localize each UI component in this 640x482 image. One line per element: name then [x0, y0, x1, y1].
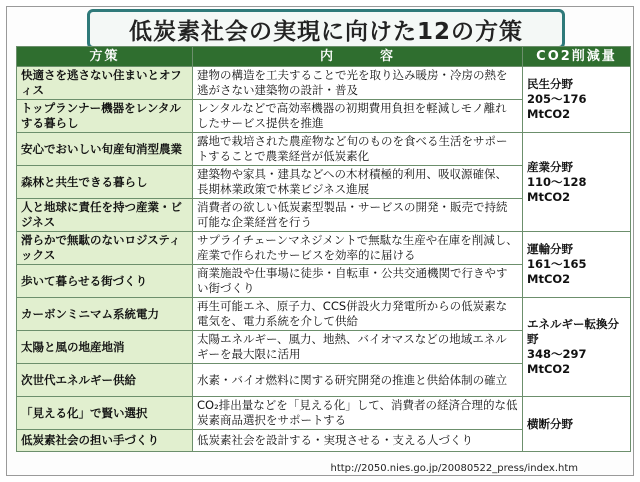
sector-name: 運輸分野 — [527, 242, 573, 256]
header-content: 内 容 — [193, 47, 523, 67]
sector-range: 110～128 MtCO2 — [527, 174, 587, 204]
policy-cell: 低炭素社会の担い手づくり — [17, 430, 193, 452]
table-row — [17, 67, 631, 100]
content-cell: CO₂排出量などを「見える化」して、消費者の経済合理的な低炭素商品選択をサポートする — [193, 397, 523, 430]
content-cell: 低炭素社会を設計する・実現させる・支える人づくり — [193, 430, 523, 452]
table-row — [17, 232, 631, 265]
sector-cell-transport — [523, 232, 631, 298]
sector-name: エネルギー転換分野 — [527, 317, 619, 346]
policy-cell: 人と地球に責任を持つ産業・ビジネス — [17, 199, 193, 232]
table-row — [17, 133, 631, 166]
content-cell: サプライチェーンマネジメントで無駄な生産や在庫を削減し、産業で作られたサービスを効率的に届ける — [193, 232, 523, 265]
policy-cell: 歩いて暮らせる街づくり — [17, 265, 193, 298]
policy-cell: カーボンミニマム系統電力 — [17, 298, 193, 331]
policy-cell: 「見える化」で賢い選択 — [17, 397, 193, 430]
policy-cell: 森林と共生できる暮らし — [17, 166, 193, 199]
content-cell: 消費者の欲しい低炭素型製品・サービスの開発・販売で持続可能な企業経営を行う — [193, 199, 523, 232]
source-url: http://2050.nies.go.jp/20080522_press/index.htm — [330, 463, 578, 474]
measures-table — [16, 46, 631, 452]
sector-range: 348～297 MtCO2 — [527, 347, 587, 376]
table-row — [17, 397, 631, 430]
sector-range: 205～176 MtCO2 — [527, 92, 587, 121]
content-cell: 水素・バイオ燃料に関する研究開発の推進と供給体制の確立 — [193, 364, 523, 397]
policy-cell: 太陽と風の地産地消 — [17, 331, 193, 364]
content-cell: 建物の構造を工夫することで光を取り込み暖房・冷房の熱を逃がさない建築物の設計・普及 — [193, 67, 523, 100]
content-cell: 太陽エネルギー、風力、地熱、バイオマスなどの地域エネルギーを最大限に活用 — [193, 331, 523, 364]
sector-cell-industry — [523, 133, 631, 232]
table-row — [17, 298, 631, 331]
sector-name: 産業分野 — [527, 159, 573, 174]
sector-cell-energy — [523, 298, 631, 397]
header-reduction: CO2削減量 — [523, 47, 631, 67]
sector-name: 横断分野 — [527, 416, 573, 431]
sector-cell-crosscutting — [523, 397, 631, 452]
policy-cell: 滑らかで無駄のないロジスティックス — [17, 232, 193, 265]
slide-title: 低炭素社会の実現に向けた12の方策 — [87, 9, 565, 49]
sector-range: 161～165 MtCO2 — [527, 257, 587, 286]
content-cell: 再生可能エネ、原子力、CCS併設火力発電所からの低炭素な電気を、電力系統を介して供給 — [193, 298, 523, 331]
policy-cell: トップランナー機器をレンタルする暮らし — [17, 100, 193, 133]
table-header-row — [17, 47, 631, 67]
sector-cell-residential — [523, 67, 631, 133]
content-cell: 商業施設や仕事場に徒歩・自転車・公共交通機関で行きやすい街づくり — [193, 265, 523, 298]
header-policy: 方策 — [17, 47, 193, 67]
policy-cell: 次世代エネルギー供給 — [17, 364, 193, 397]
sector-name: 民生分野 — [527, 77, 573, 91]
policy-cell: 安心でおいしい旬産旬消型農業 — [17, 133, 193, 166]
policy-cell: 快適さを逃さない住まいとオフィス — [17, 67, 193, 100]
content-cell: レンタルなどで高効率機器の初期費用負担を軽減しモノ離れしたサービス提供を推進 — [193, 100, 523, 133]
content-cell: 露地で栽培された農産物など旬のものを食べる生活をサポートすることで農業経営が低炭素化 — [193, 133, 523, 166]
content-cell: 建築物や家具・建具などへの木材積極的利用、吸収源確保、長期林業政策で林業ビジネス進展 — [193, 166, 523, 199]
